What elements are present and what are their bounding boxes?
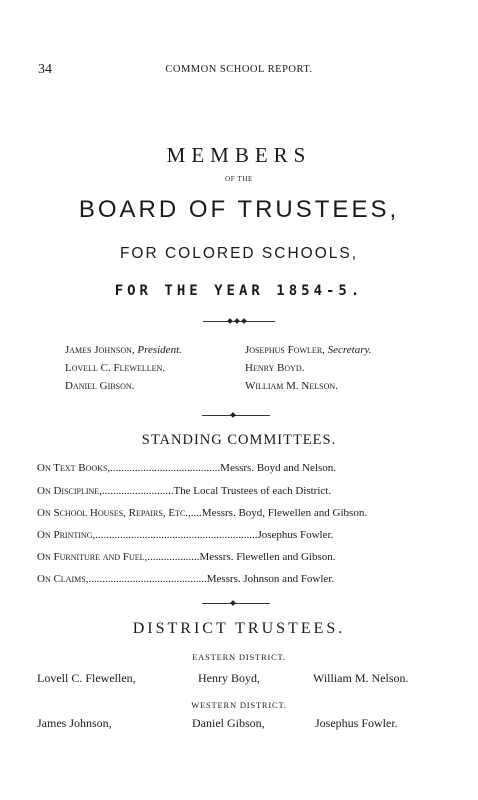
member-entry [65,380,134,392]
ornamental-rule [202,603,270,604]
committee-row [37,462,442,474]
committee-members: Messrs. Boyd and Nelson. [220,462,336,474]
member-entry [65,362,165,374]
member-role: Secretary. [327,344,372,356]
committee-members: The Local Trustees of each District. [173,485,332,497]
dot-leader: ........................................................... [95,529,258,541]
title-members: MEMBERS [166,143,312,167]
title-of-the: OF THE [225,175,253,183]
ornamental-rule [202,415,270,416]
member-entry [245,362,304,374]
committee-label: On Claims, [37,573,89,585]
dot-leader: ................... [147,551,200,563]
committee-row [37,573,442,585]
member-name: Daniel Gibson. [65,380,135,392]
committee-label: On Discipline, [37,485,102,497]
ornament-diamond [230,412,236,418]
member-name: Josephus Fowler, [245,344,325,356]
eastern-district-label: EASTERN DISTRICT. [192,652,286,662]
committee-members: Messrs. Boyd, Flewellen and Gibson. [201,507,368,519]
trustee-name: Henry Boyd, [198,671,260,685]
committee-row [37,551,442,563]
committee-row [37,485,442,497]
title-colored-schools: FOR COLORED SCHOOLS, [119,245,359,262]
committee-members: Messrs. Flewellen and Gibson. [199,551,336,563]
committee-row [37,507,442,519]
ornament-diamond [230,600,236,606]
trustee-name: Josephus Fowler. [315,716,398,730]
committee-label: On Printing, [37,529,96,541]
standing-committees-heading: STANDING COMMITTEES. [141,432,337,448]
committee-members: Josephus Fowler. [257,529,334,541]
page-number: 34 [38,62,52,77]
member-entry [245,380,338,392]
ornament-diamond [241,318,247,324]
member-name: Lovell C. Flewellen. [65,362,166,374]
member-name: Henry Boyd. [245,362,305,374]
dot-leader: ........................................ [110,462,221,474]
ornament-diamond [234,318,240,324]
member-role: President. [137,344,182,356]
committee-label: On Text Books, [37,462,111,474]
dot-leader: ........................................... [88,573,207,585]
committee-label: On Furniture and Fuel, [37,551,148,563]
member-name: William M. Nelson. [245,380,338,392]
dot-leader: .... [190,507,202,519]
ornament-diamond [227,318,233,324]
member-entry [245,344,372,356]
western-district-label: WESTERN DISTRICT. [191,700,287,710]
title-year: FOR THE YEAR 1854-5. [114,283,364,299]
district-trustees-heading: DISTRICT TRUSTEES. [132,620,346,637]
title-board-of-trustees: BOARD OF TRUSTEES, [78,196,400,223]
trustee-name: Lovell C. Flewellen, [37,671,136,685]
trustee-name: James Johnson, [37,716,112,730]
member-name: James Johnson, [65,344,135,356]
committee-members: Messrs. Johnson and Fowler. [206,573,335,585]
dot-leader: .......................... [101,485,174,497]
running-title: COMMON SCHOOL REPORT. [165,64,313,75]
committee-row [37,529,442,541]
member-entry [65,344,182,356]
committee-label: On School Houses, Repairs, Etc., [37,507,191,519]
trustee-name: Daniel Gibson, [192,716,265,730]
trustee-name: William M. Nelson. [313,671,409,685]
